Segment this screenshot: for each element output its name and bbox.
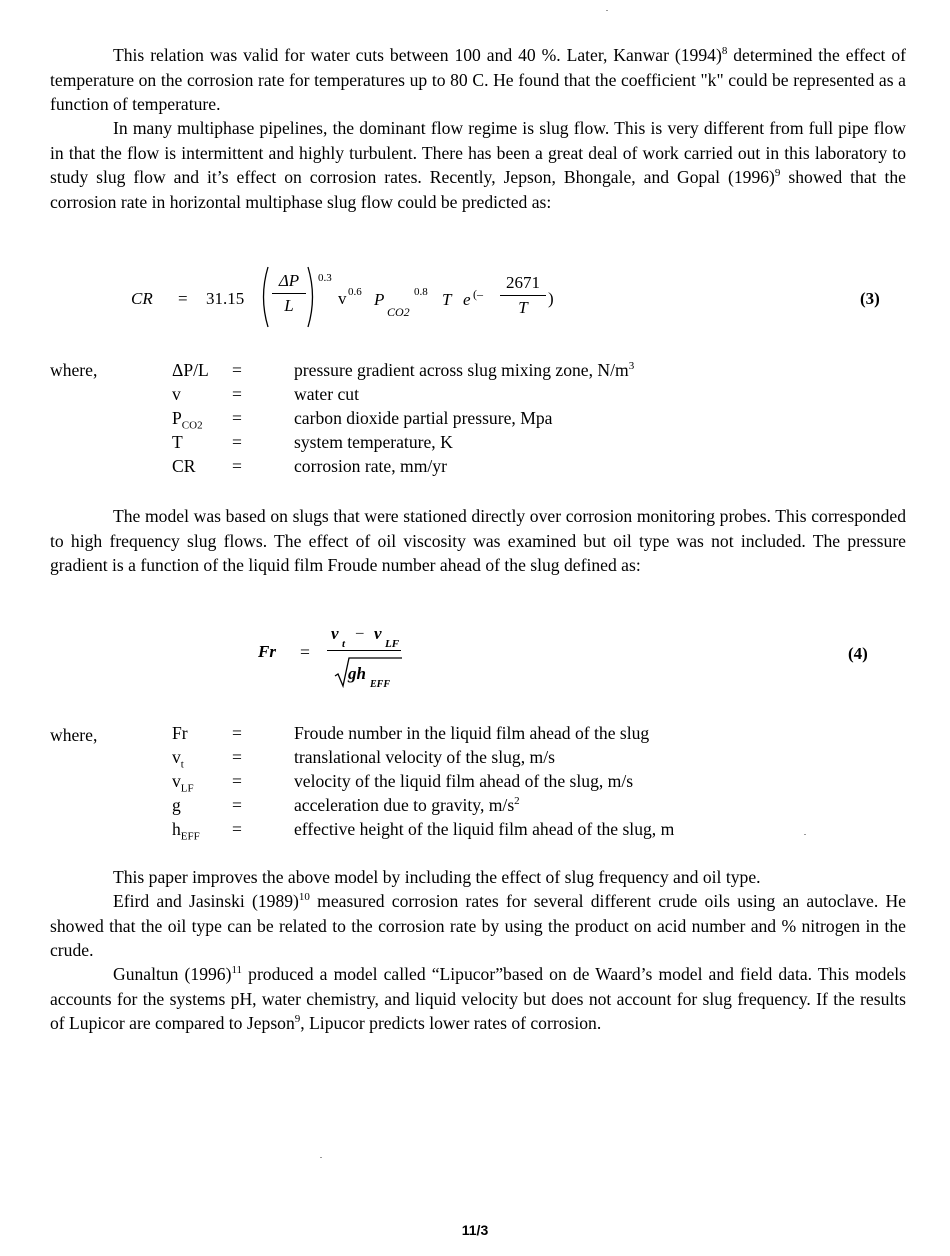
variable-equals: = [232, 723, 242, 743]
variable-symbol: $v_t$ [172, 747, 184, 771]
paragraph-improvement [50, 865, 906, 890]
variable-definition: corrosion rate, mm/yr [294, 456, 447, 476]
paragraph-model-basis [50, 504, 906, 578]
eq4-num-v: v [331, 624, 339, 643]
variable-row [0, 793, 950, 817]
eq3-exp-0-8: 0.8 [414, 286, 428, 298]
variable-symbol: v [172, 384, 181, 404]
variable-row [0, 454, 950, 478]
eq3-paren-close: ) [548, 289, 554, 308]
eq3-e: e [463, 290, 471, 309]
right-paren-glyph [306, 266, 318, 328]
square-root-glyph [334, 656, 404, 690]
variable-row [0, 406, 950, 430]
eq4-equals: = [300, 642, 310, 662]
variable-equals: = [232, 819, 242, 839]
variable-symbol: $v_{LF}$ [172, 771, 194, 795]
paragraph-kanwar [50, 43, 906, 117]
equation-number-4: (4) [848, 644, 868, 663]
equation-4 [0, 620, 950, 700]
eq3-p-subscript: CO2 [387, 305, 410, 319]
variable-definition: pressure gradient across slug mixing zone, $N/m^3$ [294, 360, 635, 380]
where-label: where, [50, 725, 98, 745]
text-run: measured corrosion rates for several different crude oils using an autoclave. He showed that the oil type can be related to the corrosion rate by using the product on acid number and % nitrogen in the crude. [50, 891, 906, 961]
eq3-t: T [442, 290, 452, 309]
eq4-lhs: Fr [258, 642, 276, 661]
variable-symbol: Fr [172, 723, 188, 743]
left-paren-glyph [258, 266, 270, 328]
variable-definition: water cut [294, 384, 359, 404]
paragraph-efird-jasinski [50, 889, 906, 963]
variable-row [0, 721, 950, 745]
equation-number-3: (3) [860, 289, 880, 308]
text-run: This paper improves the above model by including the effect of slug frequency and oil type. [113, 867, 761, 887]
variable-definition: Froude number in the liquid film ahead of the slug [294, 723, 650, 743]
reference-superscript: 8 [721, 45, 728, 58]
paragraph-gunaltun [50, 962, 906, 1036]
variable-equals: = [232, 408, 242, 428]
eq3-frac2-numerator: 2671 [506, 273, 540, 292]
variable-definition: carbon dioxide partial pressure, Mpa [294, 408, 553, 428]
scan-speck [606, 10, 608, 11]
variable-row [0, 382, 950, 406]
eq3-exp-0-3: 0.3 [318, 272, 332, 284]
eq3-frac2-denominator: T [518, 298, 528, 317]
eq3-fraction-dp-l [272, 270, 306, 317]
text-run: The model was based on slugs that were stationed directly over corrosion monitoring probes. This corresponded to high frequency slug flows. The effect of oil viscosity was examined but oil type was not included. The pressure gradient is a function of the liquid film Froude number ahead of the slug defined as: [50, 506, 906, 576]
reference-superscript: 9 [294, 1013, 301, 1026]
where-label: where, [50, 360, 98, 380]
variable-row [0, 745, 950, 769]
eq3-fraction-2671-t [500, 272, 546, 319]
variable-symbol: $h_{EFF}$ [172, 819, 200, 843]
text-run: produced a model called “Lipucor”based on de Waard’s model and field data. This models accounts for the systems pH, water chemistry, and liquid velocity but does not account for slug frequency. If the results of Lupicor are compared to Jepson [50, 964, 906, 1034]
text-run: determined the effect of temperature on the corrosion rate for temperatures up to 80 C. He found that the coefficient "k" could be represented as a function of temperature. [50, 45, 906, 115]
reference-superscript: 10 [298, 891, 310, 904]
eq3-p: P [374, 290, 385, 309]
variable-symbol: g [172, 795, 181, 815]
page-number: 11/3 [461, 1222, 489, 1238]
variable-equals: = [232, 360, 242, 380]
variable-symbol: $P_{CO2}$ [172, 408, 203, 432]
variable-symbol: T [172, 432, 183, 452]
variable-definition: system temperature, K [294, 432, 453, 452]
variable-row [0, 358, 950, 382]
equation-3 [0, 262, 950, 332]
eq4-num-vlf: v [374, 624, 382, 643]
variable-symbol: ΔP/L [172, 360, 209, 380]
variable-symbol: CR [172, 456, 196, 476]
variable-equals: = [232, 432, 242, 452]
reference-superscript: 11 [231, 964, 243, 977]
variable-definition: acceleration due to gravity, $m/s^2$ [294, 795, 520, 815]
eq4-num-vlf-subscript: LF [385, 638, 400, 650]
text-run: Efird and Jasinski (1989) [113, 891, 299, 911]
eq3-coefficient: 31.15 [206, 289, 245, 308]
eq3-equals: = [178, 289, 188, 308]
text-run: This relation was valid for water cuts between 100 and 40 %. Later, Kanwar (1994) [113, 45, 722, 65]
eq4-fraction-bar [327, 650, 401, 651]
variable-row [0, 769, 950, 793]
variable-definition: translational velocity of the slug, m/s [294, 747, 555, 767]
eq4-minus: – [356, 625, 364, 641]
variable-equals: = [232, 795, 242, 815]
variable-definition: velocity of the liquid film ahead of the slug, m/s [294, 771, 634, 791]
eq3-paren-open: (– [473, 287, 483, 301]
eq4-den-gh: gh [348, 664, 366, 683]
variable-equals: = [232, 771, 242, 791]
text-run: In many multiphase pipelines, the dominant flow regime is slug flow. This is very different from full pipe flow in that the flow is intermittent and highly turbulent. There has been a great deal of work carried out in this laboratory to study slug flow and it’s effect on corrosion rates. Recently, Jepson, Bhongale, and Gopal (1996) [50, 118, 906, 188]
eq3-v: v [338, 289, 347, 308]
variable-equals: = [232, 747, 242, 767]
scan-speck [320, 1157, 322, 1158]
eq3-frac-numerator: ΔP [278, 271, 300, 290]
variable-equals: = [232, 384, 242, 404]
reference-superscript: 9 [774, 167, 781, 180]
eq3-lhs: CR [131, 289, 153, 308]
eq4-num-v-subscript: t [342, 638, 346, 650]
eq3-exp-0-6: 0.6 [348, 286, 362, 298]
variable-row [0, 430, 950, 454]
variable-row [0, 817, 950, 841]
eq3-frac-denominator: L [284, 296, 294, 315]
variable-equals: = [232, 456, 242, 476]
scan-speck [804, 834, 806, 835]
text-run: showed that the corrosion rate in horizontal multiphase slug flow could be predicted as: [50, 167, 906, 212]
text-run: , Lipucor predicts lower rates of corrosion. [300, 1013, 602, 1034]
paragraph-slug-flow [50, 116, 906, 214]
eq4-den-subscript: EFF [370, 679, 391, 690]
text-run: Gunaltun (1996) [113, 964, 232, 984]
variable-definition: effective height of the liquid film ahead of the slug, m [294, 819, 675, 839]
